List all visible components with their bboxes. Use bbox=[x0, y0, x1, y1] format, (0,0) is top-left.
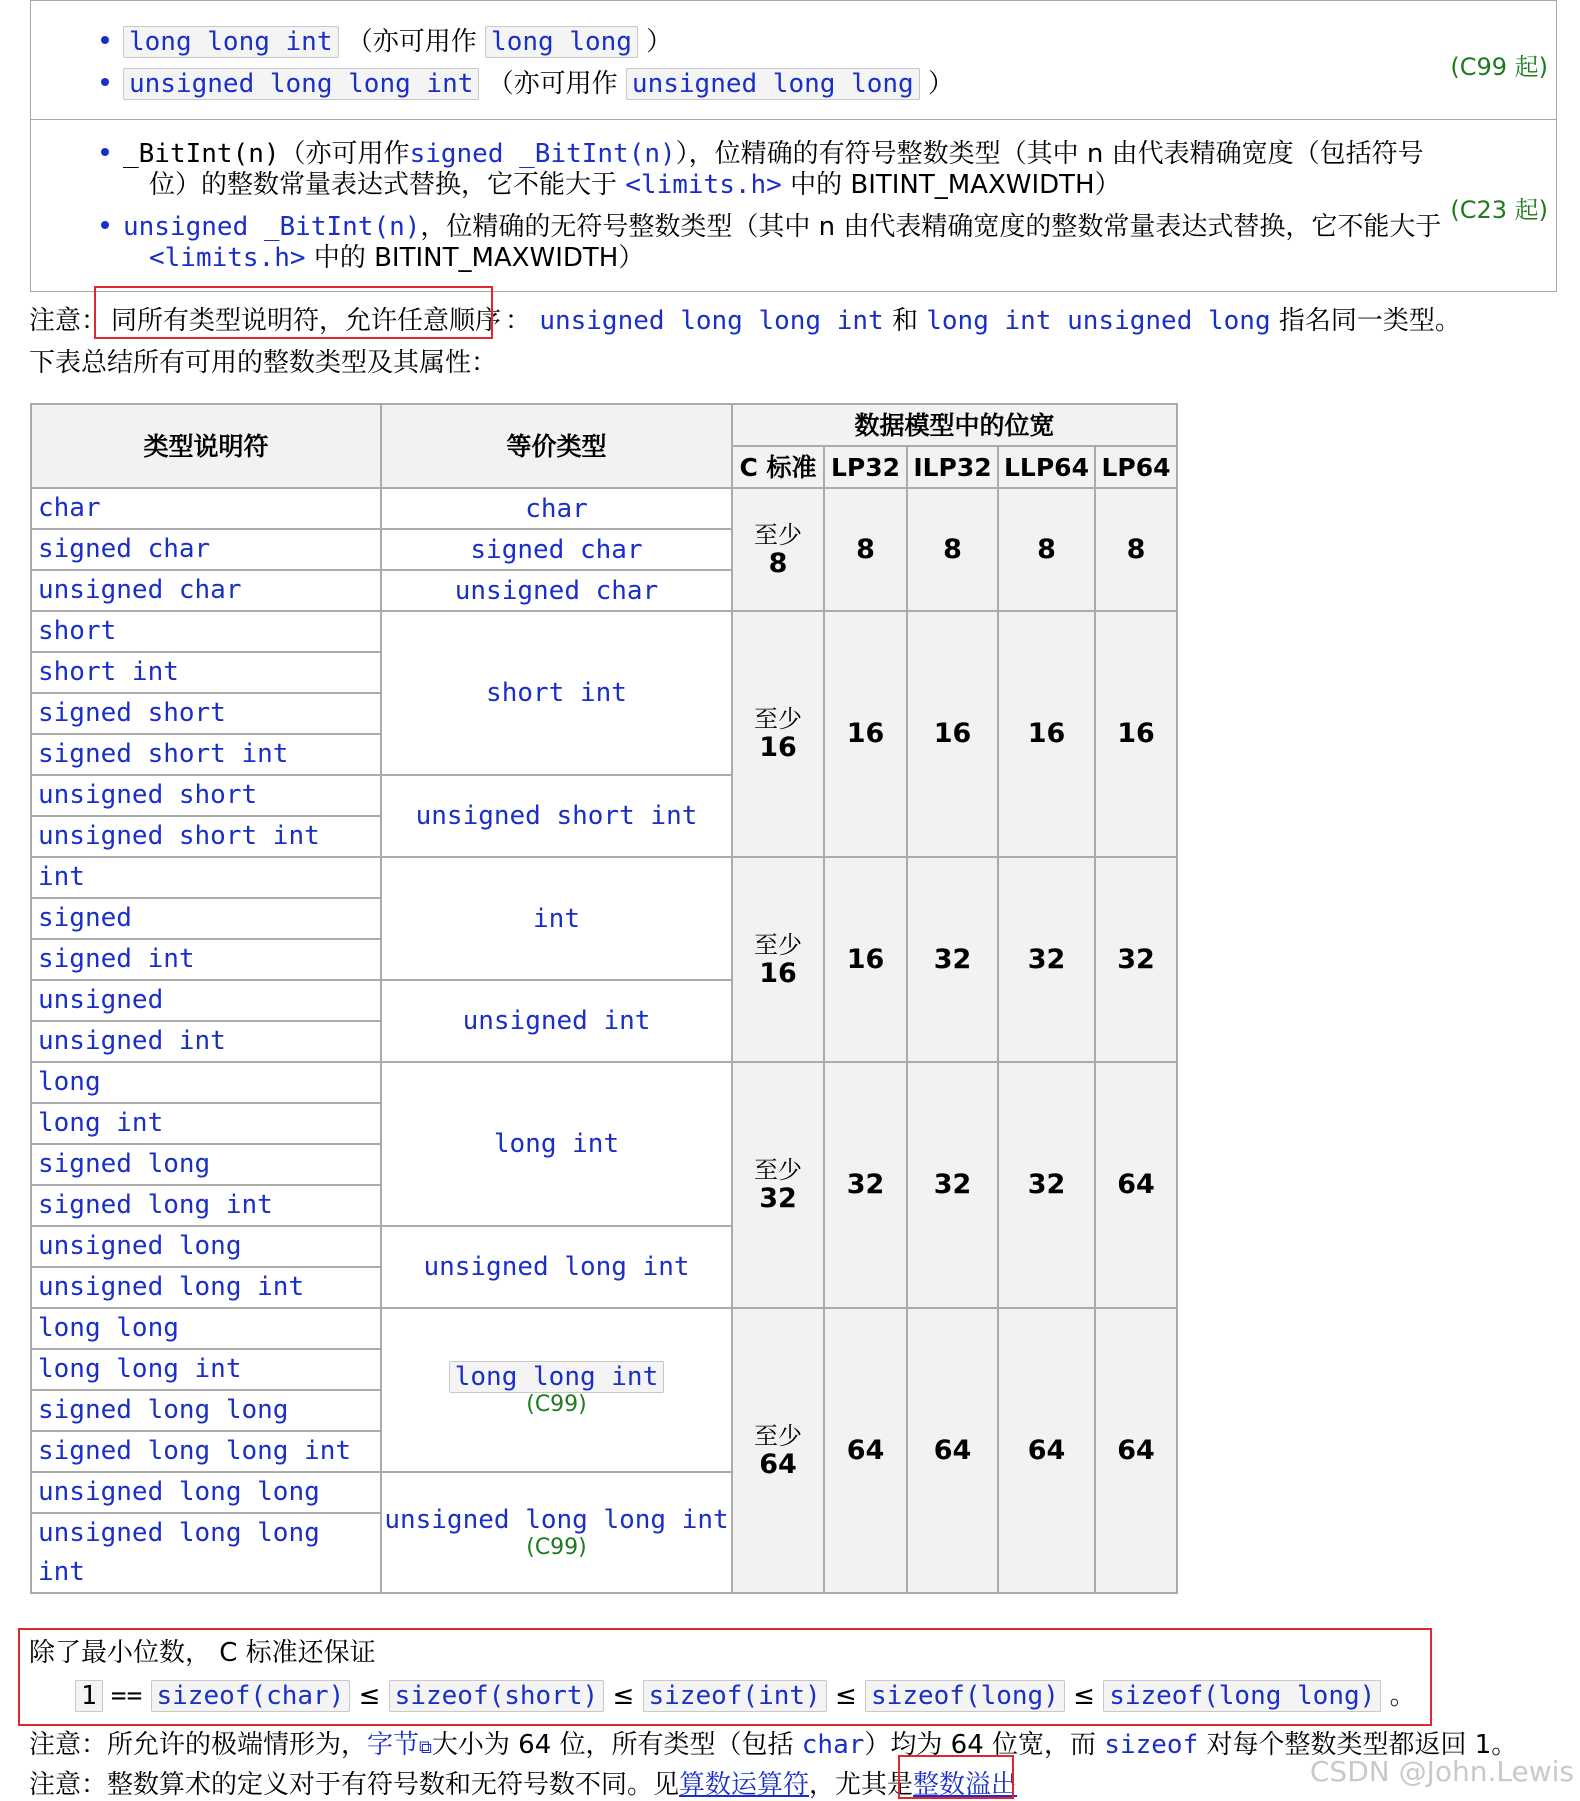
spec-cell[interactable]: long long int bbox=[31, 1349, 381, 1390]
c99-tag: (C99) bbox=[526, 1392, 587, 1417]
min-width-value: 32 bbox=[759, 1183, 797, 1214]
width-lp32: 32 bbox=[824, 1062, 907, 1308]
link-limits-h[interactable]: <limits.h> bbox=[149, 243, 306, 273]
text-alias: （亦可用作 bbox=[279, 139, 410, 169]
spec-cell[interactable]: signed int bbox=[31, 939, 381, 980]
spec-cell[interactable]: unsigned long int bbox=[31, 1267, 381, 1308]
header-lp32: LP32 bbox=[824, 446, 907, 488]
spec-cell[interactable]: signed char bbox=[31, 529, 381, 570]
spec-cell[interactable]: int bbox=[31, 857, 381, 898]
note-text: 大小为 64 位，所有类型（包括 bbox=[431, 1730, 794, 1760]
equiv-cell[interactable]: unsigned short int bbox=[381, 775, 732, 857]
width-lp64: 8 bbox=[1095, 488, 1177, 611]
op-le: ≤ bbox=[612, 1681, 635, 1711]
spec-cell[interactable]: char bbox=[31, 488, 381, 529]
text-desc: 中的 BITINT_MAXWIDTH） bbox=[313, 243, 645, 273]
code-signed-bitint[interactable]: signed _BitInt(n) bbox=[409, 139, 676, 169]
note-arithmetic bbox=[29, 1764, 1017, 1801]
equiv-cell[interactable]: long int bbox=[381, 1062, 732, 1226]
text-desc: ），位精确的有符号整数类型（其中 n 由代表精确宽度（包括符号 bbox=[675, 139, 1424, 169]
equiv-cell[interactable]: unsigned char bbox=[381, 570, 732, 611]
width-lp32: 64 bbox=[824, 1308, 907, 1593]
c99-line-2 bbox=[123, 63, 954, 100]
equiv-code[interactable]: long long int bbox=[449, 1361, 665, 1393]
spec-cell[interactable]: short bbox=[31, 611, 381, 652]
spec-cell[interactable]: unsigned short bbox=[31, 775, 381, 816]
c23-line-2b bbox=[149, 237, 644, 274]
spec-cell[interactable]: long int bbox=[31, 1103, 381, 1144]
spec-cell[interactable]: signed long bbox=[31, 1144, 381, 1185]
text-same-type: 指名同一类型。 bbox=[1278, 306, 1461, 336]
width-llp64: 64 bbox=[998, 1308, 1095, 1593]
code-one[interactable]: 1 bbox=[75, 1680, 103, 1712]
spec-cell[interactable]: short int bbox=[31, 652, 381, 693]
width-ilp32: 8 bbox=[907, 488, 998, 611]
min-width-value: 64 bbox=[759, 1448, 797, 1480]
code-char[interactable]: char bbox=[801, 1730, 865, 1760]
code-sizeof-int[interactable]: sizeof(int) bbox=[643, 1680, 827, 1712]
header-c-standard: C 标准 bbox=[732, 446, 824, 488]
equiv-cell[interactable]: unsigned long int bbox=[381, 1226, 732, 1308]
code-long-long-int[interactable]: long long int bbox=[123, 26, 339, 58]
op-le: ≤ bbox=[834, 1681, 857, 1711]
min-width-value: 16 bbox=[759, 732, 797, 763]
note-prefix: 注意： bbox=[29, 306, 108, 336]
note-extreme-case bbox=[29, 1724, 1517, 1761]
equiv-cell[interactable]: short int bbox=[381, 611, 732, 775]
text-close: ） bbox=[646, 27, 673, 57]
c23-types-box bbox=[30, 118, 1557, 292]
spec-cell[interactable]: unsigned long long bbox=[31, 1472, 381, 1513]
header-ilp32: ILP32 bbox=[907, 446, 998, 488]
code-sizeof-long-long[interactable]: sizeof(long long) bbox=[1103, 1680, 1381, 1712]
link-arithmetic-operators[interactable]: 算数运算符 bbox=[679, 1770, 810, 1800]
highlight-box bbox=[94, 286, 493, 339]
spec-cell[interactable]: unsigned bbox=[31, 980, 381, 1021]
text-close: ） bbox=[927, 69, 954, 99]
highlight-box bbox=[898, 1755, 1014, 1799]
width-ilp32: 32 bbox=[907, 857, 998, 1062]
note-prefix: 注意：所允许的极端情形为， bbox=[29, 1730, 368, 1760]
spec-cell[interactable]: signed long int bbox=[31, 1185, 381, 1226]
note-text: ，尤其是 bbox=[809, 1770, 914, 1800]
guarantee-text: 除了最小位数， C 标准还保证 bbox=[29, 1638, 376, 1668]
spec-cell[interactable]: unsigned char bbox=[31, 570, 381, 611]
note-colon: ： bbox=[505, 306, 532, 336]
link-byte[interactable]: 字节 bbox=[367, 1730, 420, 1760]
width-lp32: 16 bbox=[824, 857, 907, 1062]
text-alias: （亦可用作 bbox=[487, 69, 618, 99]
op-le: ≤ bbox=[358, 1681, 381, 1711]
equiv-cell bbox=[381, 1308, 732, 1472]
external-link-icon: ⧉ bbox=[419, 1737, 432, 1758]
spec-cell[interactable]: unsigned long long int bbox=[31, 1513, 381, 1593]
spec-cell[interactable]: signed short int bbox=[31, 734, 381, 775]
c99-line-1 bbox=[123, 21, 672, 58]
period: 。 bbox=[1389, 1681, 1416, 1711]
since-c23-tag: (C23 起) bbox=[1450, 196, 1548, 224]
width-lp64: 32 bbox=[1095, 857, 1177, 1062]
link-limits-h[interactable]: <limits.h> bbox=[625, 170, 782, 200]
code-unsigned-long-long-int[interactable]: unsigned long long int bbox=[539, 306, 884, 336]
code-sizeof-short[interactable]: sizeof(short) bbox=[389, 1680, 605, 1712]
at-least-label: 至少 bbox=[754, 520, 802, 549]
spec-cell[interactable]: signed short bbox=[31, 693, 381, 734]
text-and: 和 bbox=[891, 306, 918, 336]
equiv-cell[interactable]: int bbox=[381, 857, 732, 980]
text-desc: ，位精确的无符号整数类型（其中 n 由代表精确宽度的整数常量表达式替换，它不能大于 bbox=[420, 212, 1442, 242]
min-width-cell bbox=[732, 1062, 824, 1308]
spec-cell[interactable]: unsigned int bbox=[31, 1021, 381, 1062]
equiv-cell[interactable]: char bbox=[381, 488, 732, 529]
width-ilp32: 16 bbox=[907, 611, 998, 857]
width-lp64: 64 bbox=[1095, 1062, 1177, 1308]
header-lp64: LP64 bbox=[1095, 446, 1177, 488]
table-intro: 下表总结所有可用的整数类型及其属性： bbox=[29, 348, 498, 378]
watermark: CSDN @John.Lewis bbox=[1309, 1755, 1574, 1788]
spec-cell[interactable]: signed long long int bbox=[31, 1431, 381, 1472]
c23-line-1b bbox=[149, 164, 1121, 201]
text-alias: （亦可用作 bbox=[346, 27, 477, 57]
link-integer-overflow[interactable]: 整数溢出 bbox=[913, 1770, 1018, 1800]
code-unsigned-bitint[interactable]: unsigned _BitInt(n) bbox=[123, 212, 421, 242]
equiv-cell[interactable]: unsigned int bbox=[381, 980, 732, 1062]
equiv-cell bbox=[381, 1472, 732, 1593]
at-least-label: 至少 bbox=[754, 705, 802, 733]
sizeof-chain bbox=[75, 1675, 1416, 1712]
at-least-label: 至少 bbox=[754, 1156, 802, 1184]
text-desc: 中的 BITINT_MAXWIDTH） bbox=[790, 170, 1121, 200]
width-lp64: 64 bbox=[1095, 1308, 1177, 1593]
spec-cell[interactable]: signed bbox=[31, 898, 381, 939]
equiv-code[interactable]: unsigned long long int bbox=[384, 1504, 729, 1535]
code-long-int-unsigned-long[interactable]: long int unsigned long bbox=[926, 306, 1271, 336]
min-width-value: 8 bbox=[768, 547, 788, 579]
c99-types-box bbox=[30, 0, 1557, 120]
min-width-cell bbox=[732, 1308, 824, 1593]
at-least-label: 至少 bbox=[754, 1421, 802, 1450]
spec-cell[interactable]: unsigned short int bbox=[31, 816, 381, 857]
spec-cell[interactable]: long bbox=[31, 1062, 381, 1103]
bullet-icon bbox=[101, 221, 109, 229]
width-llp64: 16 bbox=[998, 611, 1095, 857]
header-bit-width: 数据模型中的位宽 bbox=[732, 404, 1177, 446]
spec-cell[interactable]: unsigned long bbox=[31, 1226, 381, 1267]
note-text: 对每个整数类型都返回 1。 bbox=[1206, 1730, 1518, 1760]
text-desc: 位）的整数常量表达式替换，它不能大于 bbox=[149, 170, 618, 200]
width-ilp32: 64 bbox=[907, 1308, 998, 1593]
min-width-cell bbox=[732, 611, 824, 857]
code-sizeof-char[interactable]: sizeof(char) bbox=[151, 1680, 351, 1712]
equiv-cell[interactable]: signed char bbox=[381, 529, 732, 570]
header-equivalent-type: 等价类型 bbox=[381, 404, 732, 488]
at-least-label: 至少 bbox=[754, 930, 802, 959]
spec-cell[interactable]: signed long long bbox=[31, 1390, 381, 1431]
width-llp64: 32 bbox=[998, 857, 1095, 1062]
bullet-icon bbox=[101, 36, 109, 44]
min-width-cell bbox=[732, 488, 824, 611]
code-unsigned-long-long[interactable]: unsigned long long bbox=[626, 68, 920, 100]
width-lp32: 8 bbox=[824, 488, 907, 611]
code-bitint[interactable]: _BitInt(n) bbox=[123, 139, 280, 169]
spec-cell[interactable]: long long bbox=[31, 1308, 381, 1349]
op-le: ≤ bbox=[1073, 1681, 1095, 1711]
c99-tag: (C99) bbox=[526, 1534, 587, 1560]
bullet-icon bbox=[101, 148, 109, 156]
code-sizeof-long[interactable]: sizeof(long) bbox=[865, 1680, 1065, 1712]
integer-types-table bbox=[30, 403, 1178, 1594]
note-text: ）均为 64 位宽，而 bbox=[864, 1730, 1097, 1760]
width-lp64: 16 bbox=[1095, 611, 1177, 857]
code-long-long[interactable]: long long bbox=[485, 26, 638, 58]
since-c99-tag: (C99 起) bbox=[1450, 53, 1548, 81]
width-ilp32: 32 bbox=[907, 1062, 998, 1308]
note-highlight: 同所有类型说明符，允许任意顺序 bbox=[111, 306, 502, 336]
min-width-value: 16 bbox=[759, 957, 797, 989]
code-unsigned-long-long-int[interactable]: unsigned long long int bbox=[123, 68, 479, 100]
width-llp64: 32 bbox=[998, 1062, 1095, 1308]
width-lp32: 16 bbox=[824, 611, 907, 857]
op-eq: == bbox=[110, 1681, 143, 1711]
min-width-cell bbox=[732, 857, 824, 1062]
header-llp64: LLP64 bbox=[998, 446, 1095, 488]
note-prefix: 注意：整数算术的定义对于有符号数和无符号数不同。见 bbox=[29, 1770, 680, 1800]
code-sizeof[interactable]: sizeof bbox=[1104, 1730, 1199, 1760]
bullet-icon bbox=[101, 78, 109, 86]
header-type-specifier: 类型说明符 bbox=[31, 404, 381, 488]
width-llp64: 8 bbox=[998, 488, 1095, 611]
